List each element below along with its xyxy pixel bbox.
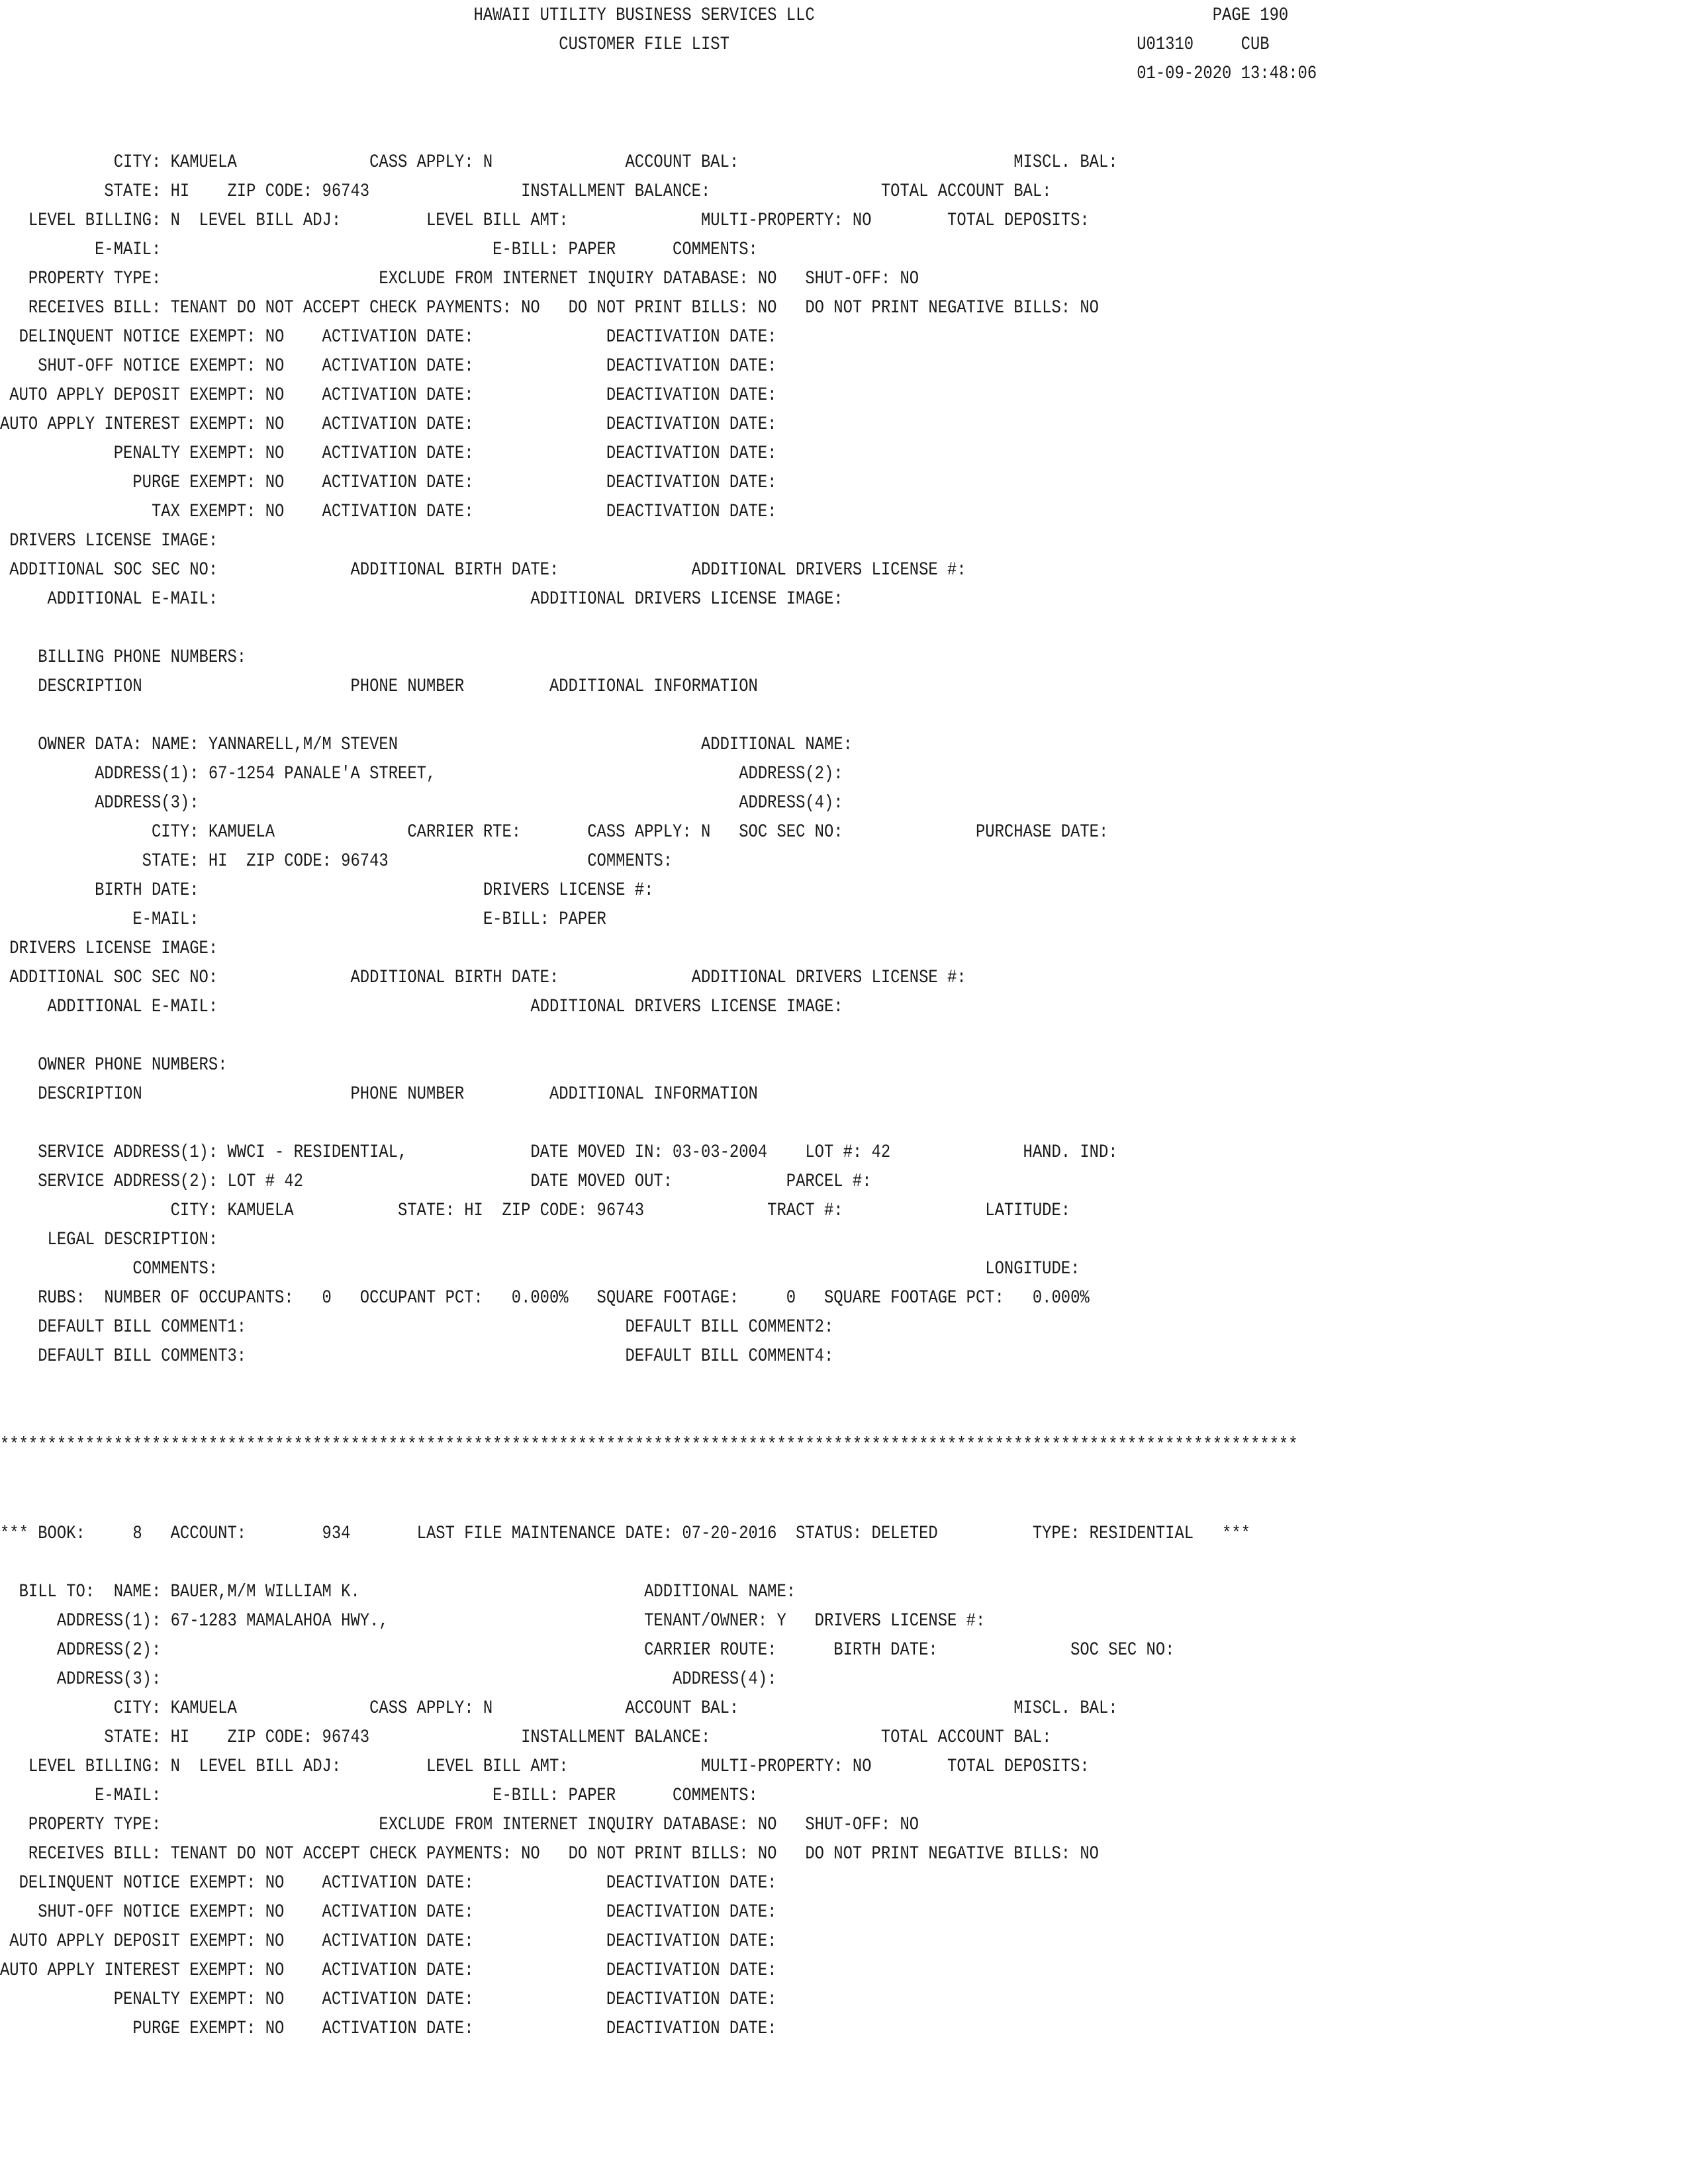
report-line: ADDITIONAL SOC SEC NO: ADDITIONAL BIRTH DATE: ADDITIONAL DRIVERS LICENSE #: [0, 560, 966, 580]
report-line: BILLING PHONE NUMBERS: [0, 647, 247, 668]
report-line: STATE: HI ZIP CODE: 96743 INSTALLMENT BALANCE: TOTAL ACCOUNT BAL: [0, 1727, 1052, 1748]
report-line: SHUT-OFF NOTICE EXEMPT: NO ACTIVATION DATE: DEACTIVATION DATE: [0, 1902, 777, 1923]
report-line: ADDITIONAL E-MAIL: ADDITIONAL DRIVERS LICENSE IMAGE: [0, 997, 843, 1017]
report-line: STATE: HI ZIP CODE: 96743 COMMENTS: [0, 851, 673, 872]
asterisk-separator: ***************************************************************************************************************************************** [0, 1435, 1298, 1455]
report-line: PROPERTY TYPE: EXCLUDE FROM INTERNET INQUIRY DATABASE: NO SHUT-OFF: NO [0, 1815, 919, 1835]
report-line: LEVEL BILLING: N LEVEL BILL ADJ: LEVEL BILL AMT: MULTI-PROPERTY: NO TOTAL DEPOSITS: [0, 210, 1090, 231]
report-line: PURGE EXEMPT: NO ACTIVATION DATE: DEACTIVATION DATE: [0, 2019, 777, 2039]
report-line: DELINQUENT NOTICE EXEMPT: NO ACTIVATION DATE: DEACTIVATION DATE: [0, 327, 777, 347]
report-line: OWNER PHONE NUMBERS: [0, 1055, 228, 1075]
report-line: E-MAIL: E-BILL: PAPER COMMENTS: [0, 240, 758, 260]
report-line: RECEIVES BILL: TENANT DO NOT ACCEPT CHECK PAYMENTS: NO DO NOT PRINT BILLS: NO DO NOT PRINT NEGATIVE BILLS: NO [0, 1844, 1099, 1864]
report-line: AUTO APPLY DEPOSIT EXEMPT: NO ACTIVATION DATE: DEACTIVATION DATE: [0, 1931, 777, 1952]
report-line: CITY: KAMUELA STATE: HI ZIP CODE: 96743 TRACT #: LATITUDE: [0, 1201, 1071, 1221]
report-line: COMMENTS: LONGITUDE: [0, 1259, 1080, 1279]
report-line: ADDRESS(2): CARRIER ROUTE: BIRTH DATE: SOC SEC NO: [0, 1640, 1175, 1661]
header-title-line: CUSTOMER FILE LIST U01310 CUB [0, 34, 1270, 55]
report-line: BIRTH DATE: DRIVERS LICENSE #: [0, 880, 654, 901]
account-header-line: *** BOOK: 8 ACCOUNT: 934 LAST FILE MAINTENANCE DATE: 07-20-2016 STATUS: DELETED TYPE: RESIDENTIAL *** [0, 1524, 1250, 1544]
report-line: ADDRESS(3): ADDRESS(4): [0, 1669, 777, 1690]
report-line: DELINQUENT NOTICE EXEMPT: NO ACTIVATION DATE: DEACTIVATION DATE: [0, 1873, 777, 1893]
report-line: ADDITIONAL E-MAIL: ADDITIONAL DRIVERS LICENSE IMAGE: [0, 589, 843, 610]
report-line: ADDITIONAL SOC SEC NO: ADDITIONAL BIRTH DATE: ADDITIONAL DRIVERS LICENSE #: [0, 968, 966, 988]
report-line: DRIVERS LICENSE IMAGE: [0, 938, 218, 959]
report-line: SHUT-OFF NOTICE EXEMPT: NO ACTIVATION DATE: DEACTIVATION DATE: [0, 356, 777, 377]
report-line: DEFAULT BILL COMMENT3: DEFAULT BILL COMMENT4: [0, 1346, 834, 1367]
report-line: PURGE EXEMPT: NO ACTIVATION DATE: DEACTIVATION DATE: [0, 473, 777, 493]
report-line: DEFAULT BILL COMMENT1: DEFAULT BILL COMMENT2: [0, 1317, 834, 1338]
report-line: OWNER DATA: NAME: YANNARELL,M/M STEVEN ADDITIONAL NAME: [0, 735, 853, 755]
report-line: CITY: KAMUELA CASS APPLY: N ACCOUNT BAL: MISCL. BAL: [0, 1698, 1118, 1719]
header-datetime-line: 01-09-2020 13:48:06 [0, 64, 1317, 84]
report-line: PROPERTY TYPE: EXCLUDE FROM INTERNET INQUIRY DATABASE: NO SHUT-OFF: NO [0, 269, 919, 289]
report-line: TAX EXEMPT: NO ACTIVATION DATE: DEACTIVATION DATE: [0, 502, 777, 522]
header-company-line: HAWAII UTILITY BUSINESS SERVICES LLC PAGE 190 [0, 5, 1289, 26]
report-line: CITY: KAMUELA CASS APPLY: N ACCOUNT BAL: MISCL. BAL: [0, 152, 1118, 173]
report-line: DRIVERS LICENSE IMAGE: [0, 531, 218, 551]
report-line: ADDRESS(3): ADDRESS(4): [0, 793, 843, 813]
report-line: CITY: KAMUELA CARRIER RTE: CASS APPLY: N SOC SEC NO: PURCHASE DATE: [0, 822, 1109, 842]
report-line: PENALTY EXEMPT: NO ACTIVATION DATE: DEACTIVATION DATE: [0, 1989, 777, 2010]
report-line: LEVEL BILLING: N LEVEL BILL ADJ: LEVEL BILL AMT: MULTI-PROPERTY: NO TOTAL DEPOSITS: [0, 1756, 1090, 1777]
report-line: ADDRESS(1): 67-1283 MAMALAHOA HWY., TENANT/OWNER: Y DRIVERS LICENSE #: [0, 1611, 986, 1631]
report-line: RECEIVES BILL: TENANT DO NOT ACCEPT CHECK PAYMENTS: NO DO NOT PRINT BILLS: NO DO NOT PRINT NEGATIVE BILLS: NO [0, 298, 1099, 318]
report-line: SERVICE ADDRESS(1): WWCI - RESIDENTIAL, DATE MOVED IN: 03-03-2004 LOT #: 42 HAND. IND: [0, 1142, 1118, 1163]
report-line: RUBS: NUMBER OF OCCUPANTS: 0 OCCUPANT PCT: 0.000% SQUARE FOOTAGE: 0 SQUARE FOOTAGE PCT: 0.000% [0, 1288, 1090, 1308]
report-line: PENALTY EXEMPT: NO ACTIVATION DATE: DEACTIVATION DATE: [0, 443, 777, 464]
report-line: E-MAIL: E-BILL: PAPER COMMENTS: [0, 1786, 758, 1806]
report-line: E-MAIL: E-BILL: PAPER [0, 909, 606, 930]
report-line: DESCRIPTION PHONE NUMBER ADDITIONAL INFORMATION [0, 1084, 758, 1105]
report-line: STATE: HI ZIP CODE: 96743 INSTALLMENT BALANCE: TOTAL ACCOUNT BAL: [0, 181, 1052, 202]
report-line: AUTO APPLY INTEREST EXEMPT: NO ACTIVATION DATE: DEACTIVATION DATE: [0, 414, 777, 435]
report-line: AUTO APPLY DEPOSIT EXEMPT: NO ACTIVATION DATE: DEACTIVATION DATE: [0, 385, 777, 406]
report-line: LEGAL DESCRIPTION: [0, 1230, 218, 1250]
report-line: BILL TO: NAME: BAUER,M/M WILLIAM K. ADDITIONAL NAME: [0, 1582, 796, 1602]
report-line: ADDRESS(1): 67-1254 PANALE'A STREET, ADDRESS(2): [0, 764, 843, 784]
report-line: AUTO APPLY INTEREST EXEMPT: NO ACTIVATION DATE: DEACTIVATION DATE: [0, 1960, 777, 1981]
report-line: SERVICE ADDRESS(2): LOT # 42 DATE MOVED OUT: PARCEL #: [0, 1171, 872, 1192]
report-line: DESCRIPTION PHONE NUMBER ADDITIONAL INFORMATION [0, 676, 758, 697]
